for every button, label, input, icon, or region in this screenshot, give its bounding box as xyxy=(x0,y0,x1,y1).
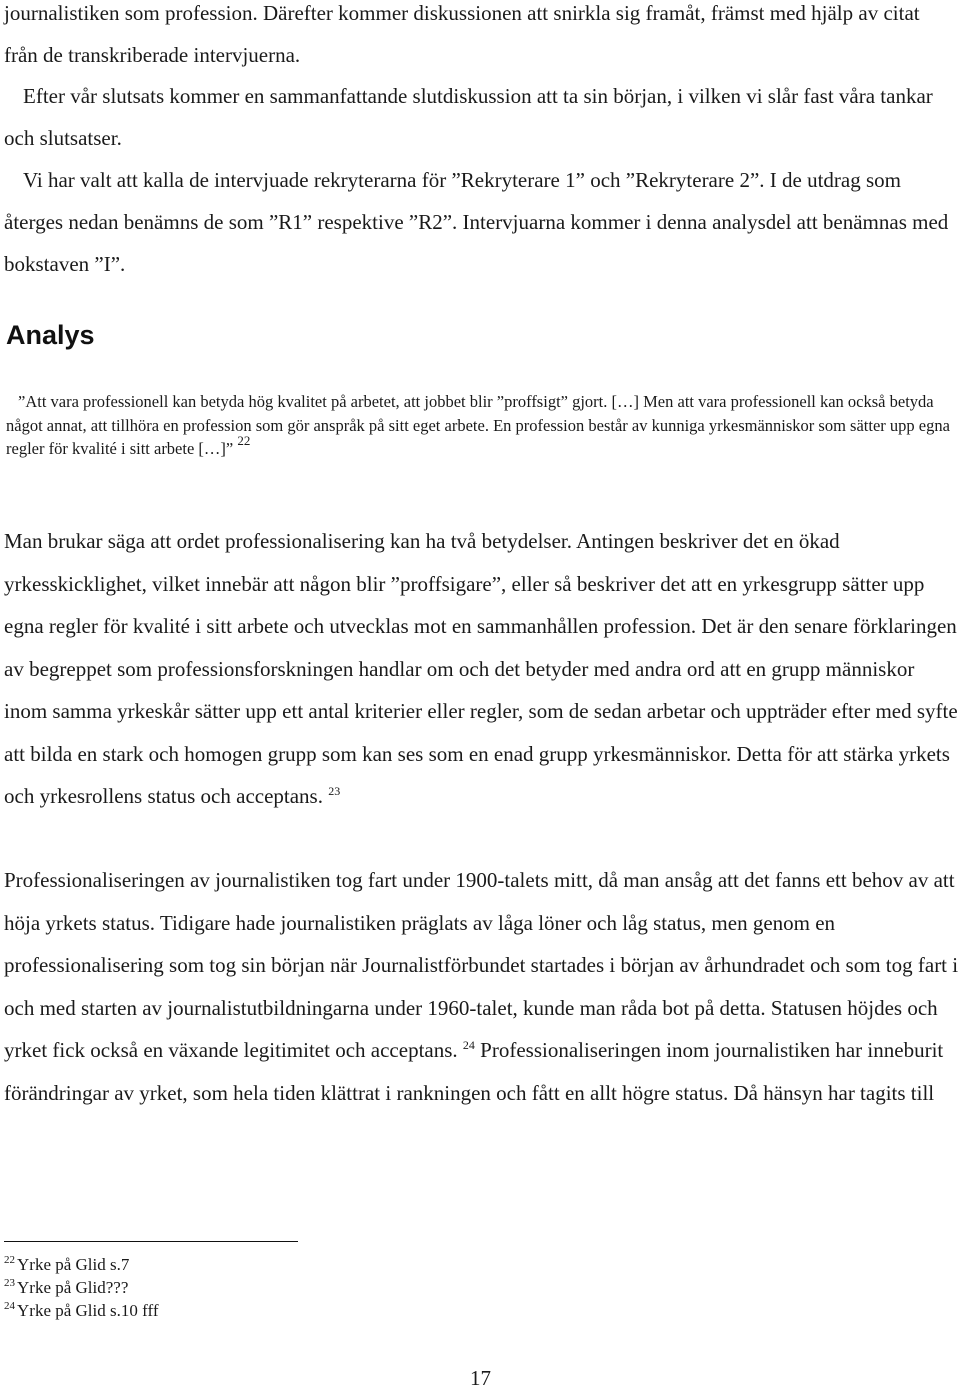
footnote xyxy=(4,1276,128,1299)
paragraph-definition-text: Man brukar säga att ordet professionalisering kan ha två betydelser. Antingen beskriver det en ökad yrkesskicklighet, vilket innebär att någon blir ”proffsigare”, eller så beskriver det att en yrkesgrupp sätter upp egna regler för kvalité i sitt arbete och utvecklas mot en sammanhållen profession. Det är den senare förklaringen av begreppet som professionsforskningen handlar om och det betyder med andra ord att en grupp människor inom samma yrkeskår sätter upp ett antal kriterier eller regler, som de sedan arbetar och uppträder efter med syfte att bilda en stark och homogen grupp som kan ses som en enad grupp yrkesmänniskor. Detta för att stärka yrkets och yrkesrollens status och acceptans. xyxy=(4,529,958,808)
block-quote xyxy=(6,390,956,461)
footnote-text: Yrke på Glid s.7 xyxy=(17,1255,130,1274)
footnote-number: 22 xyxy=(4,1254,15,1266)
paragraph-professionalisation-definition xyxy=(4,520,960,818)
block-quote-text: ”Att vara professionell kan betyda hög kvalitet på arbetet, att jobbet blir ”proffsigt” gjort. […] Men att vara professionell kan också betyda något annat, att tillhöra en profession som gör anspråk på sitt eget arbete. En profession består av kunniga yrkesmänniskor som sätter upp egna regler för kvalité i sitt arbete […]” xyxy=(6,392,950,458)
paragraph-naming-text: Vi har valt att kalla de intervjuade rekryterarna för ”Rekryterare 1” och ”Rekryterare 2”. I de utdrag som återges nedan benämns de som ”R1” respektive ”R2”. Intervjuarna kommer i denna analysdel att benämnas med bokstaven ”I”. xyxy=(4,168,949,276)
footnote-ref[interactable]: 24 xyxy=(462,1038,475,1052)
page-number: 17 xyxy=(470,1366,491,1390)
footnote-ref[interactable]: 23 xyxy=(328,784,341,798)
paragraph-conclusion-note xyxy=(4,75,958,159)
footnote-ref[interactable]: 22 xyxy=(237,433,251,448)
paragraph-journalism-history xyxy=(4,859,960,1114)
footnote-number: 23 xyxy=(4,1277,15,1289)
footnote-separator xyxy=(4,1241,298,1242)
footnote xyxy=(4,1253,129,1276)
paragraph-naming-convention xyxy=(4,159,958,285)
footnote-text: Yrke på Glid s.10 fff xyxy=(17,1301,159,1320)
paragraph-history-text: Professionaliseringen av journalistiken tog fart under 1900-talets mitt, då man ansåg att det fanns ett behov av att höja yrkets status. Tidigare hade journalistiken präglats av låga löner och låg status, men genom en professionalisering som tog sin början när Journalistförbundet startades i början av århundradet och som tog fart i och med starten av journalistutbildningarna under 1960-talet, kunde man råda bot på detta. Statusen höjdes och yrket fick också en växande legitimitet och acceptans. xyxy=(4,868,959,1062)
section-heading: Analys xyxy=(6,320,95,350)
paragraph-conclusion-text: Efter vår slutsats kommer en sammanfattande slutdiskussion att ta sin början, i vilken vi slår fast våra tankar och slutsatser. xyxy=(4,84,933,150)
paragraph-intro: journalistiken som profession. Därefter kommer diskussionen att snirkla sig framåt, främst med hjälp av citat från de transkriberade intervjuerna. xyxy=(4,1,920,67)
paragraph-history-continuation: Professionaliseringen inom journalistiken har inneburit förändringar av yrket, som hela tiden klättrat i rankningen och fått en allt högre status. Då hänsyn har tagits till xyxy=(4,1038,944,1105)
footnote xyxy=(4,1299,159,1322)
footnote-text: Yrke på Glid??? xyxy=(17,1278,129,1297)
footnote-number: 24 xyxy=(4,1300,15,1312)
